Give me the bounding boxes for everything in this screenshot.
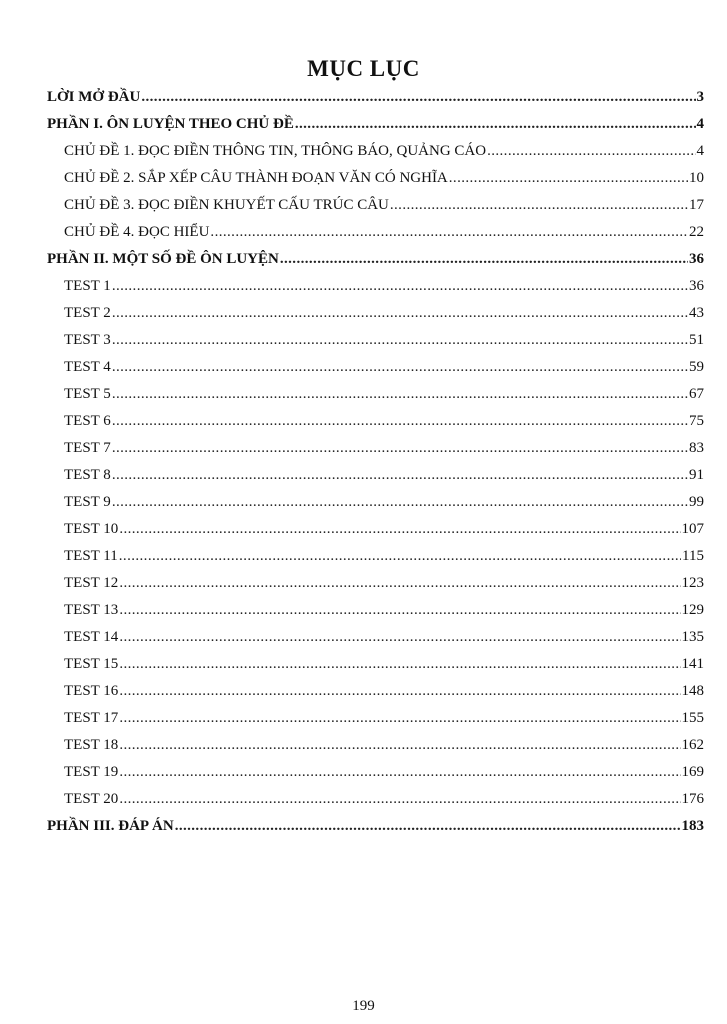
toc-entry[interactable] — [47, 138, 704, 165]
page-number: 199 — [352, 998, 375, 1014]
toc-entry[interactable] — [47, 273, 704, 300]
toc-section-entry[interactable] — [47, 84, 704, 111]
toc-entry-page: 36 — [689, 251, 704, 267]
toc-entry[interactable] — [47, 408, 704, 435]
toc-entry[interactable] — [47, 165, 704, 192]
toc-entry-page: 107 — [681, 521, 704, 537]
toc-entry-label: TEST 13 — [64, 602, 119, 618]
toc-entry-label: TEST 3 — [64, 332, 111, 348]
dot-leader — [112, 300, 688, 327]
toc-entry-label: TEST 7 — [64, 440, 111, 456]
toc-entry[interactable] — [47, 759, 704, 786]
dot-leader — [210, 219, 688, 246]
page-title: MỤC LỤC — [307, 56, 420, 81]
toc-entry-page: 162 — [681, 737, 704, 753]
toc-entry-page: 123 — [681, 575, 704, 591]
dot-leader — [119, 786, 680, 813]
toc-entry-page: 4 — [696, 143, 704, 159]
table-of-contents — [47, 84, 704, 840]
toc-section-entry[interactable] — [47, 111, 704, 138]
toc-entry[interactable] — [47, 489, 704, 516]
dot-leader — [119, 678, 680, 705]
dot-leader — [119, 543, 681, 570]
toc-entry[interactable] — [47, 516, 704, 543]
toc-entry[interactable] — [47, 192, 704, 219]
toc-entry-label: TEST 4 — [64, 359, 111, 375]
dot-leader — [112, 435, 688, 462]
toc-entry-page: 36 — [689, 278, 704, 294]
dot-leader — [112, 327, 688, 354]
toc-entry-label: TEST 16 — [64, 683, 119, 699]
toc-entry-page: 135 — [681, 629, 704, 645]
toc-entry-label: TEST 20 — [64, 791, 119, 807]
toc-entry[interactable] — [47, 354, 704, 381]
toc-entry[interactable] — [47, 597, 704, 624]
toc-entry-label: TEST 10 — [64, 521, 119, 537]
toc-entry-label: TEST 18 — [64, 737, 119, 753]
dot-leader — [119, 705, 680, 732]
toc-entry-label: TEST 8 — [64, 467, 111, 483]
toc-entry-page: 99 — [689, 494, 704, 510]
toc-entry-page: 183 — [681, 818, 704, 834]
toc-entry-page: 59 — [689, 359, 704, 375]
dot-leader — [112, 408, 688, 435]
toc-entry-label: TEST 5 — [64, 386, 111, 402]
toc-entry-label: PHẦN II. MỘT SỐ ĐỀ ÔN LUYỆN — [47, 251, 279, 267]
toc-entry[interactable] — [47, 651, 704, 678]
toc-entry[interactable] — [47, 219, 704, 246]
toc-entry-label: TEST 15 — [64, 656, 119, 672]
toc-entry-page: 10 — [689, 170, 704, 186]
toc-entry-page: 141 — [681, 656, 704, 672]
toc-entry[interactable] — [47, 678, 704, 705]
toc-entry-page: 22 — [689, 224, 704, 240]
toc-entry-page: 148 — [681, 683, 704, 699]
toc-entry[interactable] — [47, 570, 704, 597]
toc-entry[interactable] — [47, 705, 704, 732]
dot-leader — [112, 354, 688, 381]
toc-entry-label: TEST 1 — [64, 278, 111, 294]
toc-entry[interactable] — [47, 327, 704, 354]
dot-leader — [119, 732, 680, 759]
toc-entry-label: PHẦN III. ĐÁP ÁN — [47, 818, 174, 834]
dot-leader — [280, 246, 688, 273]
toc-entry[interactable] — [47, 435, 704, 462]
toc-entry-page: 91 — [689, 467, 704, 483]
dot-leader — [449, 165, 688, 192]
toc-entry-label: TEST 2 — [64, 305, 111, 321]
toc-entry-page: 43 — [689, 305, 704, 321]
toc-entry-label: TEST 12 — [64, 575, 119, 591]
toc-entry-label: TEST 9 — [64, 494, 111, 510]
toc-entry[interactable] — [47, 381, 704, 408]
toc-entry[interactable] — [47, 786, 704, 813]
toc-entry-label: TEST 17 — [64, 710, 119, 726]
dot-leader — [390, 192, 688, 219]
toc-entry-page: 129 — [681, 602, 704, 618]
toc-entry-label: PHẦN I. ÔN LUYỆN THEO CHỦ ĐỀ — [47, 116, 294, 132]
dot-leader — [119, 759, 680, 786]
toc-entry-page: 51 — [689, 332, 704, 348]
toc-entry-label: TEST 6 — [64, 413, 111, 429]
toc-entry-label: CHỦ ĐỀ 4. ĐỌC HIỂU — [64, 224, 210, 240]
toc-entry-page: 17 — [689, 197, 704, 213]
dot-leader — [119, 597, 680, 624]
toc-entry[interactable] — [47, 624, 704, 651]
toc-entry-label: TEST 19 — [64, 764, 119, 780]
toc-entry-page: 75 — [689, 413, 704, 429]
dot-leader — [295, 111, 696, 138]
dot-leader — [112, 489, 688, 516]
dot-leader — [112, 381, 688, 408]
toc-entry[interactable] — [47, 300, 704, 327]
dot-leader — [487, 138, 695, 165]
toc-section-entry[interactable] — [47, 246, 704, 273]
dot-leader — [119, 624, 680, 651]
toc-entry-label: TEST 11 — [64, 548, 118, 564]
toc-entry-page: 176 — [681, 791, 704, 807]
toc-entry-label: LỜI MỞ ĐẦU — [47, 89, 141, 105]
dot-leader — [119, 651, 680, 678]
toc-entry[interactable] — [47, 732, 704, 759]
toc-entry-page: 115 — [682, 548, 704, 564]
toc-entry-label: CHỦ ĐỀ 1. ĐỌC ĐIỀN THÔNG TIN, THÔNG BÁO, QUẢNG CÁO — [64, 143, 487, 159]
dot-leader — [175, 813, 681, 840]
toc-section-entry[interactable] — [47, 813, 704, 840]
toc-entry[interactable] — [47, 543, 704, 570]
toc-entry[interactable] — [47, 462, 704, 489]
dot-leader — [141, 84, 695, 111]
toc-entry-page: 83 — [689, 440, 704, 456]
toc-entry-label: CHỦ ĐỀ 3. ĐỌC ĐIỀN KHUYẾT CẤU TRÚC CÂU — [64, 197, 389, 213]
toc-entry-label: CHỦ ĐỀ 2. SẮP XẾP CÂU THÀNH ĐOẠN VĂN CÓ NGHĨA — [64, 170, 448, 186]
dot-leader — [112, 273, 688, 300]
toc-entry-page: 155 — [681, 710, 704, 726]
dot-leader — [112, 462, 688, 489]
toc-entry-page: 169 — [681, 764, 704, 780]
toc-entry-page: 4 — [696, 116, 704, 132]
toc-entry-page: 3 — [696, 89, 704, 105]
dot-leader — [119, 516, 680, 543]
toc-entry-label: TEST 14 — [64, 629, 119, 645]
toc-entry-page: 67 — [689, 386, 704, 402]
dot-leader — [119, 570, 680, 597]
